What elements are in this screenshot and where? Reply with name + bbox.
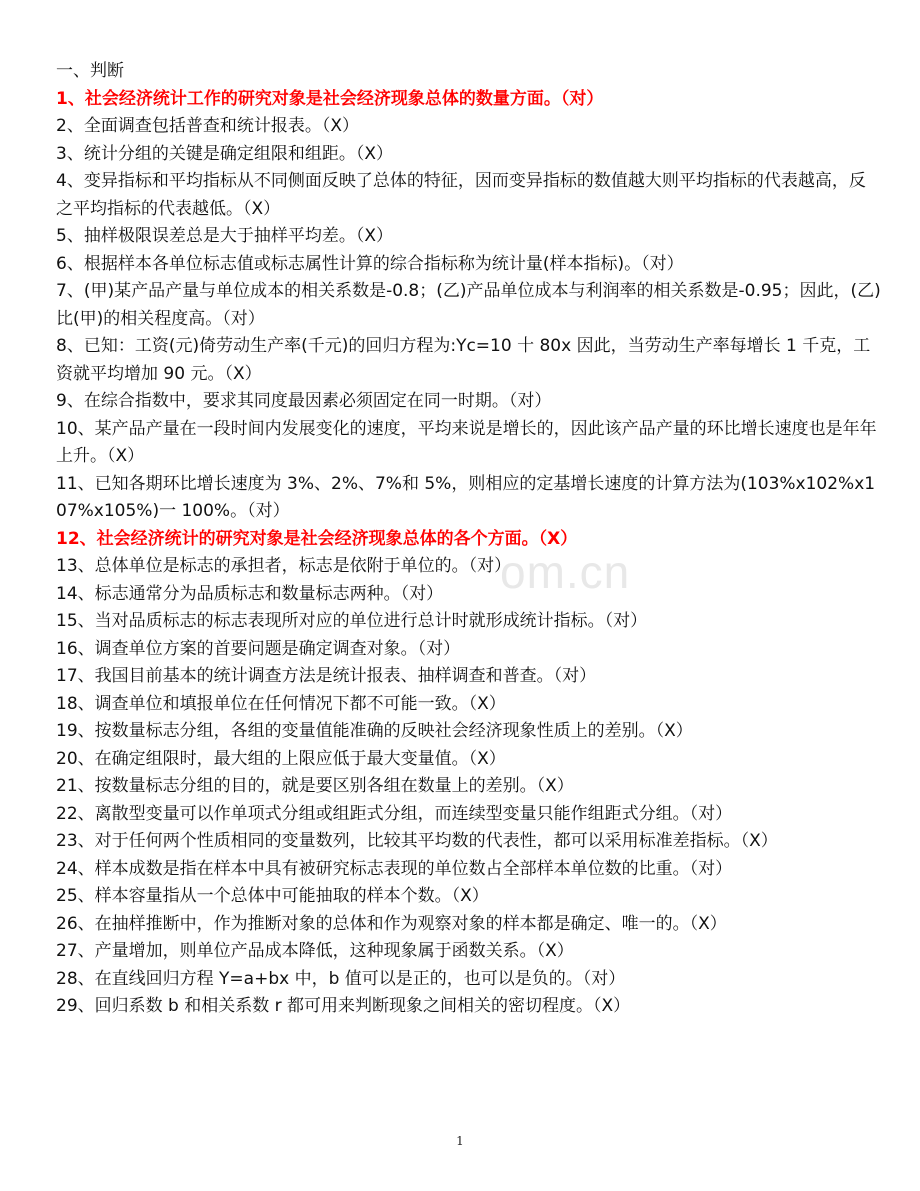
question-item: 26、在抽样推断中，作为推断对象的总体和作为观察对象的样本都是确定、唯一的。（X）	[56, 913, 727, 934]
question-item: 17、我国目前基本的统计调查方法是统计报表、抽样调查和普查。（对）	[56, 666, 597, 686]
question-item: 16、调查单位方案的首要问题是确定调查对象。（对）	[56, 638, 461, 659]
question-item: 6、根据样本各单位标志值或标志属性计算的综合指标称为统计量(样本指标)。（对）	[56, 253, 684, 274]
question-item: 22、离散型变量可以作单项式分组或组距式分组，而连续型变量只能作组距式分组。（对）	[56, 803, 733, 824]
watermark: om.cn	[500, 546, 631, 598]
question-item: 23、对于任何两个性质相同的变量数列，比较其平均数的代表性，都可以采用标准差指标。（X）	[56, 831, 778, 851]
question-item: 5、抽样极限误差总是大于抽样平均差。（X）	[56, 226, 393, 246]
question-item: 4、变异指标和平均指标从不同侧面反映了总体的特征，因而变异指标的数值越大则平均指标的代表越高，反之平均指标的代表越低。（X）	[56, 171, 866, 219]
question-item: 18、调查单位和填报单位在任何情况下都不可能一致。（X）	[56, 693, 506, 714]
question-item: 11、已知各期环比增长速度为 3%、2%、7%和 5%，则相应的定基增长速度的计算方法为(103%x102%x107%x105%)一 100%。（对）	[56, 473, 876, 521]
question-item: 21、按数量标志分组的目的，就是要区别各组在数量上的差别。（X）	[56, 776, 574, 796]
section-heading: 一、判断	[56, 61, 124, 81]
question-item: 12、社会经济统计的研究对象是社会经济现象总体的各个方面。（X）	[56, 528, 578, 549]
question-item: 3、统计分组的关键是确定组限和组距。（X）	[56, 143, 393, 164]
page-number: 1	[456, 1134, 464, 1148]
question-item: 28、在直线回归方程 Y=a+bx 中，b 值可以是正的，也可以是负的。（对）	[56, 968, 626, 989]
document-body	[56, 58, 882, 1021]
question-item: 10、某产品产量在一段时间内发展变化的速度，平均来说是增长的，因此该产品产量的环比增长速度也是年年上升。（X）	[56, 418, 877, 466]
question-item: 7、(甲)某产品产量与单位成本的相关系数是-0.8；(乙)产品单位成本与利润率的相关系数是-0.95；因此，(乙)比(甲)的相关程度高。（对）	[56, 281, 881, 329]
question-item: 29、回归系数 b 和相关系数 r 都可用来判断现象之间相关的密切程度。（X）	[56, 996, 631, 1016]
question-item: 24、样本成数是指在样本中具有被研究标志表现的单位数占全部样本单位数的比重。（对）	[56, 858, 733, 879]
question-item: 2、全面调查包括普查和统计报表。（X）	[56, 116, 359, 136]
question-item: 14、标志通常分为品质标志和数量标志两种。（对）	[56, 583, 444, 604]
question-item: 15、当对品质标志的标志表现所对应的单位进行总计时就形成统计指标。（对）	[56, 611, 648, 631]
question-item: 25、样本容量指从一个总体中可能抽取的样本个数。（X）	[56, 886, 489, 906]
question-item: 19、按数量标志分组，各组的变量值能准确的反映社会经济现象性质上的差别。（X）	[56, 721, 693, 741]
question-item: 20、在确定组限时，最大组的上限应低于最大变量值。（X）	[56, 748, 506, 769]
question-item: 9、在综合指数中，要求其同度最因素必须固定在同一时期。（对）	[56, 391, 552, 411]
question-item: 27、产量增加，则单位产品成本降低，这种现象属于函数关系。（X）	[56, 941, 574, 961]
question-item: 13、总体单位是标志的承担者，标志是依附于单位的。（对）	[56, 556, 512, 576]
question-item: 8、已知：工资(元)倚劳动生产率(千元)的回归方程为:Yc=10 十 80x 因此，当劳动生产率每增长 1 千克，工资就平均增加 90 元。（X）	[56, 336, 871, 384]
question-item: 1、社会经济统计工作的研究对象是社会经济现象总体的数量方面。（对）	[56, 88, 604, 109]
